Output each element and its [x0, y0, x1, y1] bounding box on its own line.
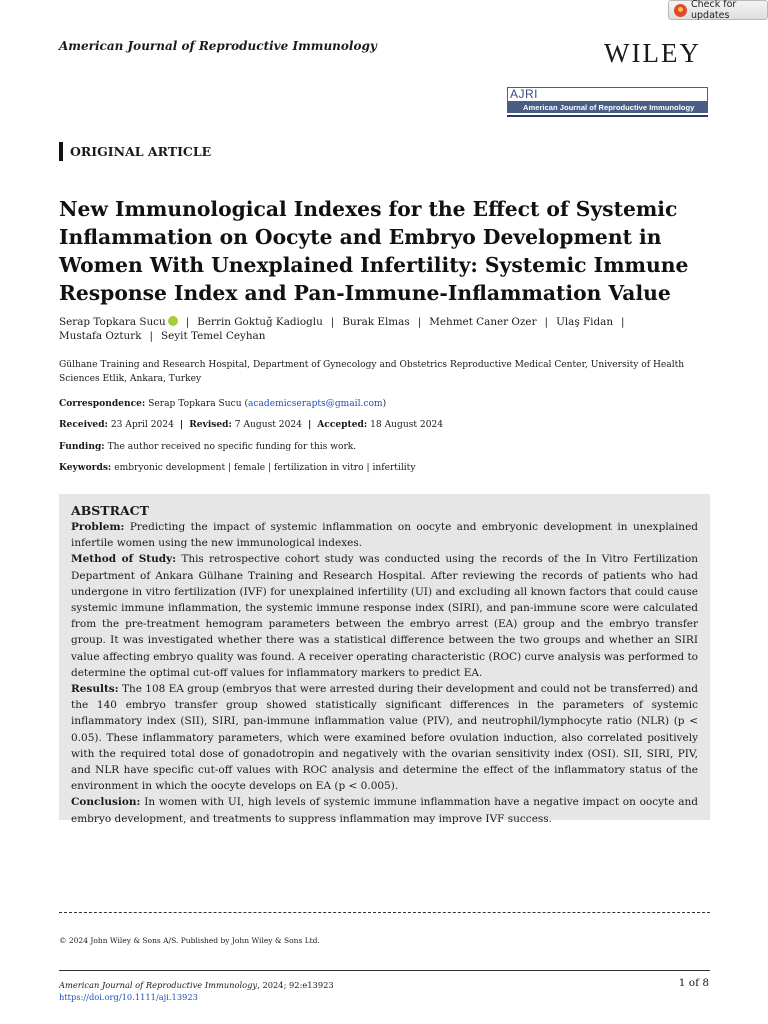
journal-name: American Journal of Reproductive Immunology: [59, 39, 377, 53]
abstract-conclusion: Conclusion: In women with UI, high levels of systemic immune inflammation have a negative impact on oocyte and embryo development, and treatments to suppress inflammation may improve IVF success.: [71, 796, 698, 825]
journal-logo: [507, 87, 708, 118]
author-name[interactable]: Burak Elmas: [342, 316, 410, 328]
abstract-problem: Problem: Predicting the impact of systemic inflammation on oocyte and embryonic development in unexplained infertile women using the new immunological indexes.: [71, 521, 699, 550]
article-type: [59, 142, 211, 161]
abstract-box: [59, 494, 710, 825]
correspondence-line: Correspondence: Serap Topkara Sucu (academicserapts@gmail.com): [59, 398, 387, 409]
author-name[interactable]: Serap Topkara Sucu: [59, 316, 166, 328]
check-for-updates-button[interactable]: [668, 0, 768, 20]
dates-line: Received: 23 April 2024 | Revised: 7 August 2024 | Accepted: 18 August 2024: [59, 419, 444, 430]
doi-link[interactable]: https://doi.org/10.1111/aji.13923: [59, 992, 198, 1002]
footer-rule: [59, 970, 710, 971]
crossmark-icon: [674, 4, 687, 17]
article-title: New Immunological Indexes for the Effect of Systemic Inflammation on Oocyte and Embryo Development in Women With Unexplained Infertility: Systemic Immune Response Index and Pan-Immune-Inflammation Value: [59, 197, 689, 305]
keywords-line: Keywords: embryonic development | female | fertilization in vitro | infertility: [59, 462, 416, 473]
citation: American Journal of Reproductive Immunology, 2024; 92:e13923 https://doi.org/10.1111/aji.13923: [59, 980, 334, 1002]
check-for-updates-label: Check for updates: [691, 0, 737, 21]
author-name[interactable]: Mehmet Caner Ozer: [429, 316, 537, 328]
journal-logo-banner: American Journal of Reproductive Immunology: [507, 101, 708, 113]
author-name[interactable]: Seyit Temel Ceyhan: [161, 330, 266, 342]
article-type-label: ORIGINAL ARTICLE: [70, 144, 212, 159]
abstract-heading: ABSTRACT: [71, 503, 149, 518]
abstract-method: Method of Study: This retrospective cohort study was conducted using the records of the In Vitro Fertilization Department of Ankara Gülhane Training and Research Hospital. After reviewing the records of patients who had undergone in vitro fertilization (IVF) for unexplained infertility (UI) and excluding all known factors that could cause systemic immune inflammation, the systemic immune response index (SIRI), and pan-immune score were calculated from the pre-treatment hemogram parameters between the embryo arrest (EA) group and the embryo transfer group. It was investigated whether there was a statistical difference between the two groups and whether an SIRI value affecting embryo quality was found. A receiver operating characteristic (ROC) curve analysis was performed to determine the optimal cut-off values for inflammatory markers to predict EA.: [71, 553, 698, 679]
author-name[interactable]: Berrin Goktuğ Kadioglu: [197, 316, 323, 328]
funding-line: Funding: The author received no specific funding for this work.: [59, 441, 357, 452]
author-name[interactable]: Mustafa Ozturk: [59, 330, 142, 342]
orcid-icon[interactable]: [168, 316, 178, 326]
affiliation: Gülhane Training and Research Hospital, Department of Gynecology and Obstetrics Reproductive Medical Center, University of Health Sciences Etlik, Ankara, Turkey: [59, 360, 685, 384]
journal-logo-abbr: AJRI: [510, 87, 539, 101]
copyright-notice: © 2024 John Wiley & Sons A/S. Published by John Wiley & Sons Ltd.: [59, 936, 320, 945]
author-name[interactable]: Ulaş Fidan: [556, 316, 614, 328]
publisher-logo: WILEY: [604, 38, 701, 68]
author-list: Serap Topkara Sucu | Berrin Goktuğ Kadioglu | Burak Elmas | Mehmet Caner Ozer | Ulaş Fidan | Mustafa Ozturk | Seyit Temel Ceyhan: [59, 316, 625, 342]
correspondence-email-link[interactable]: academicserapts@gmail.com: [248, 399, 383, 409]
abstract-results: Results: The 108 EA group (embryos that were arrested during their development and could not be transferred) and the 140 embryo transfer group showed statistically significant differences in the parameters of systemic inflammatory index (SII), SIRI, pan-immune inflammation value (PIV), and neutrophil/lymphocyte ratio (NLR) (p < 0.05). These inflammatory parameters, which were examined before ovulation induction, also correlated positively with the required total dose of gonadotropin and negatively with the ovarian sensitivity index (OSI). SII, SIRI, PIV, and NLR have specific cut-off values with ROC analysis and determine the effect of the inflammatory status of the environment in which the oocyte develops on EA (p < 0.005).: [71, 683, 699, 793]
footnote-divider: [59, 912, 710, 913]
page-number: 1 of 8: [678, 977, 709, 989]
